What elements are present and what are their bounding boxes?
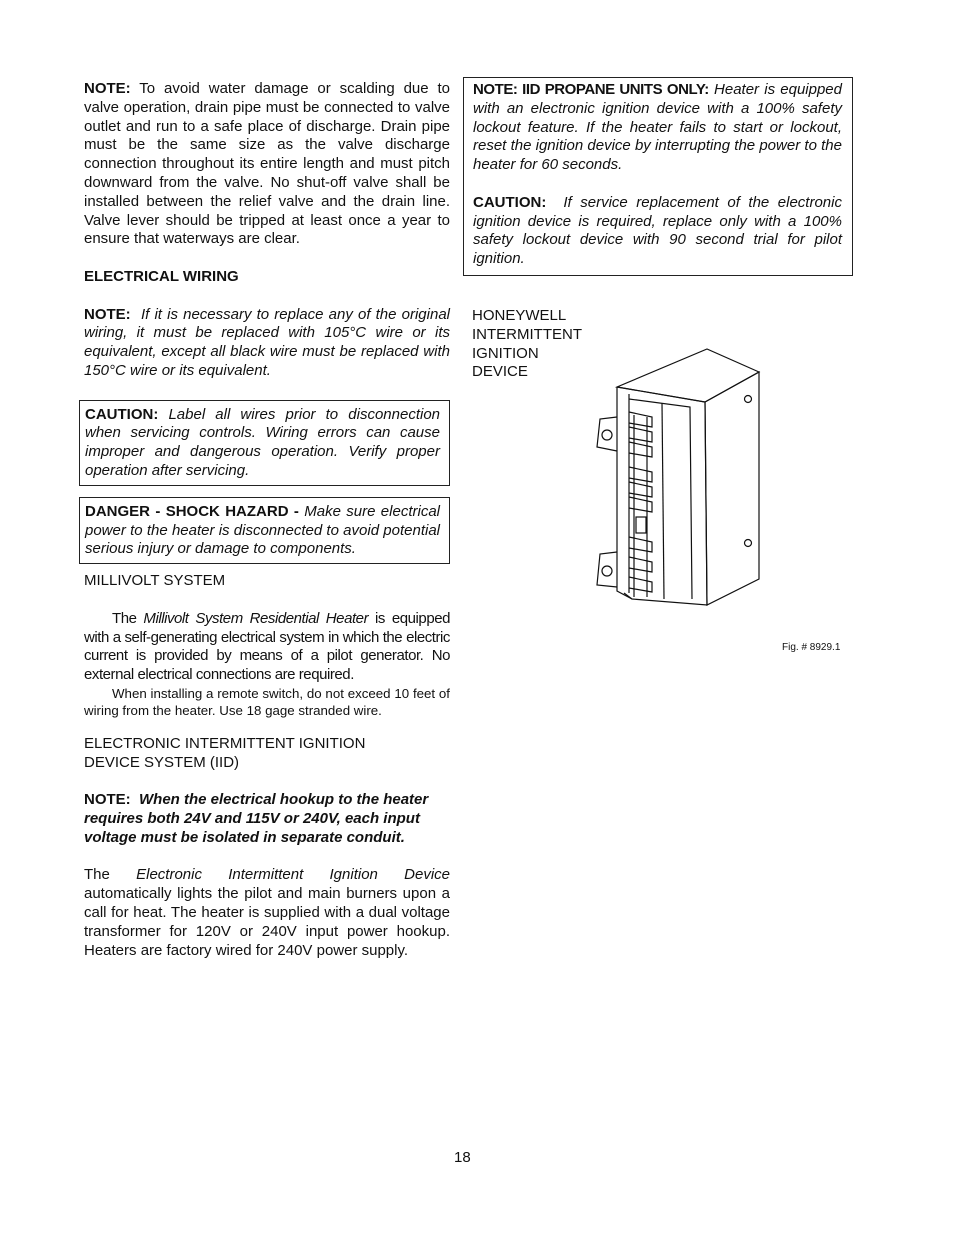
millivolt-heading: MILLIVOLT SYSTEM [84,572,226,590]
drain-pipe-note: NOTE: To avoid water damage or scalding due to valve operation, drain pipe must be connected to valve outlet and run to a safe place of discharge. Drain pipe must be the same size as the valve discharge connection throughout its entire length and must pitch downward from the valve. No shut-off valve shall be installed between the relief valve and the drain line. Valve lever should be tripped at least once a year to ensure that waterways are clear. [84,80,450,248]
wiring-replacement-note: NOTE: If it is necessary to replace any of the original wiring, it must be replaced with 105°C wire or its equivalent, except all black wire must be replaced with 150°C wire or its equivalent. [84,305,450,379]
iid-heading: ELECTRONIC INTERMITTENT IGNITION DEVICE SYSTEM (IID) [84,734,366,771]
replacement-caution: CAUTION: If service replacement of the electronic ignition device is required, replace only with a 100% safety lockout device with 90 second trial for pilot ignition. [473,193,842,268]
right-column [463,77,853,382]
millivolt-paragraph: The Millivolt System Residential Heater is equipped with a self-generating electrical system in which the electric current is provided by means of a pilot generator. No external electrical connections are required. [84,609,450,684]
iid-paragraph: The Electronic Intermittent Ignition Device automatically lights the pilot and main burners upon a call for heat. The heater is supplied with a dual voltage transformer for 120V or 240V input power hookup. Heaters are factory wired for 240V power supply. [84,866,450,959]
page-number: 18 [454,1149,471,1166]
electrical-wiring-heading: ELECTRICAL WIRING [84,267,239,285]
remote-switch-paragraph: When installing a remote switch, do not exceed 10 feet of wiring from the heater. Use 18 gage stranded wire. [84,685,450,718]
figure-reference: Fig. # 8929.1 [782,642,841,653]
ignition-device-illustration [592,347,764,609]
caution-box: CAUTION: Label all wires prior to disconnection when servicing controls. Wiring errors can cause improper and dangerous operation. Verify proper operation after servicing. [79,400,450,486]
voltage-isolation-note: NOTE: When the electrical hookup to the heater requires both 24V and 115V or 240V, each input voltage must be isolated in separate conduit. [84,791,429,846]
propane-note-box [463,77,853,276]
danger-box: DANGER - SHOCK HAZARD - Make sure electrical power to the heater is disconnected to avoid potential serious injury or damage to components. [79,497,450,564]
propane-note: NOTE: IID PROPANE UNITS ONLY: Heater is equipped with an electronic ignition device with a 100% safety lockout feature. If the heater fails to start or lockout, reset the ignition device by interrupting the power to the heater for 60 seconds. [473,81,842,174]
figure-caption: HONEYWELL INTERMITTENT IGNITION DEVICE [472,306,582,381]
left-column [84,80,450,960]
